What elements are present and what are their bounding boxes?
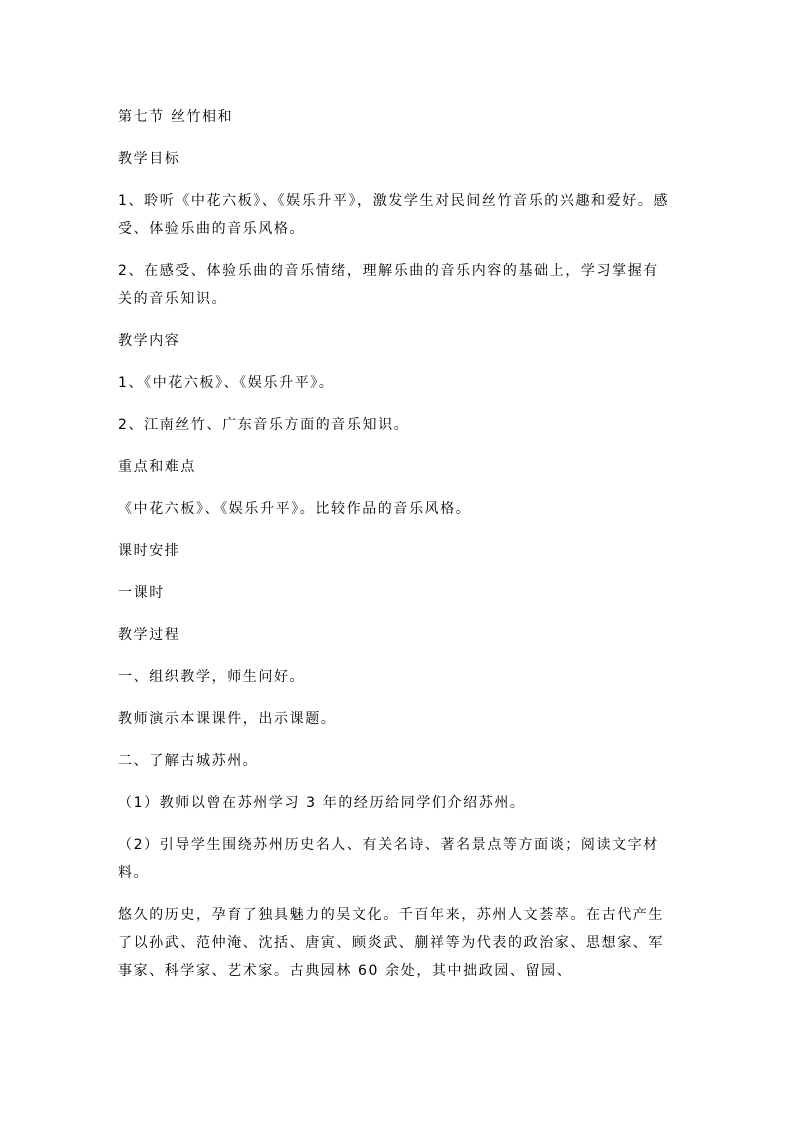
- process-step-2-item-1: （1）教师以曾在苏州学习 3 年的经历给同学们介绍苏州。: [118, 795, 526, 811]
- goal-item-2: 2、在感受、体验乐曲的音乐情绪，理解乐曲的音乐内容的基础上，学习掌握有关的音乐知识。: [118, 263, 659, 307]
- content-item-1: 1、《中花六板》、《娱乐升平》。: [118, 375, 335, 391]
- schedule-text: 一课时: [118, 585, 165, 601]
- document-body: [118, 103, 674, 999]
- process-step-1-detail: 教师演示本课课件，出示课题。: [118, 711, 337, 727]
- heading-teaching-process: 教学过程: [118, 627, 181, 643]
- section-title: 第七节 丝竹相和: [118, 109, 234, 125]
- process-step-2: 二、了解古城苏州。: [118, 753, 259, 769]
- process-step-2-item-2: （2）引导学生围绕苏州历史名人、有关名诗、著名景点等方面谈；阅读文字材料。: [118, 837, 659, 881]
- heading-key-points: 重点和难点: [118, 459, 196, 475]
- content-item-2: 2、江南丝竹、广东音乐方面的音乐知识。: [118, 417, 410, 433]
- process-step-1: 一、组织教学，师生问好。: [118, 669, 306, 685]
- goal-item-1: 1、聆听《中花六板》、《娱乐升平》，激发学生对民间丝竹音乐的兴趣和爱好。感受、体验乐曲的音乐风格。: [118, 193, 670, 237]
- key-points-text: 《中花六板》、《娱乐升平》。比较作品的音乐风格。: [118, 501, 472, 517]
- reading-material: 悠久的历史，孕育了独具魅力的吴文化。千百年来，苏州人文荟萃。在古代产生了以孙武、范仲淹、沈括、唐寅、顾炎武、蒯祥等为代表的政治家、思想家、军事家、科学家、艺术家。古典园林 60 余处，其中拙政园、留园、: [118, 907, 664, 979]
- heading-teaching-goals: 教学目标: [118, 151, 181, 167]
- heading-teaching-content: 教学内容: [118, 333, 181, 349]
- heading-schedule: 课时安排: [118, 543, 181, 559]
